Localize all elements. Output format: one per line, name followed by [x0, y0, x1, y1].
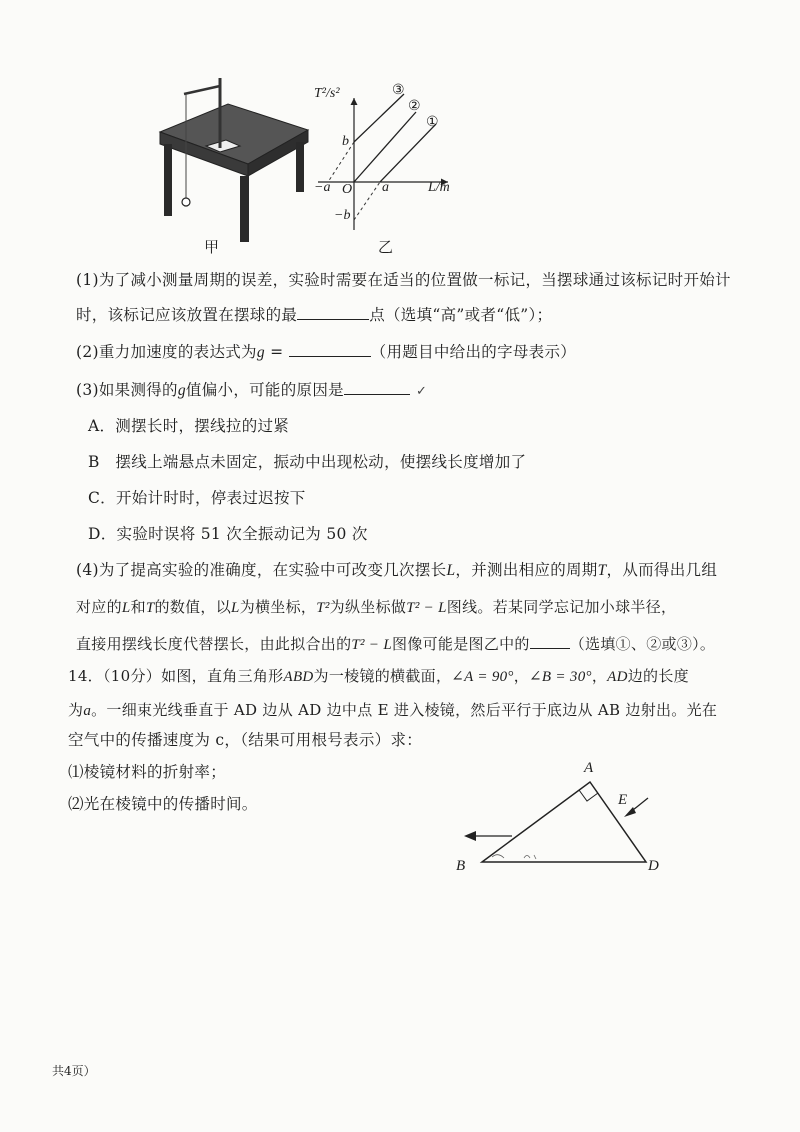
- q14-line2-var-a: a: [83, 703, 92, 719]
- vertex-label-d: D: [648, 858, 659, 874]
- answer-blank-high-low[interactable]: [297, 305, 369, 320]
- q13-part4-line2-var-T2: T²: [316, 600, 330, 616]
- q13-part4-line2: [76, 597, 676, 618]
- q13-part3-var-g: g: [177, 382, 186, 399]
- q13-part4-line1-text-c: ，从而得出几组: [606, 561, 718, 579]
- q14-line3: 空气中的传播速度为 c，（结果可用根号表示）求：: [68, 731, 423, 749]
- q14-line1: [68, 666, 689, 687]
- page-footer: 共4页）: [52, 1064, 96, 1078]
- q14-line1-text-e: 边的长度: [627, 667, 689, 685]
- graph-line-2: [354, 112, 416, 182]
- q13-part4-line2-var-L: L: [121, 600, 131, 616]
- q13-part2-eq: =: [264, 343, 289, 361]
- q13-part4-line1-text-a: (4)为了提高实验的准确度，在实验中可改变几次摆长: [76, 561, 447, 579]
- q14-sub1: ⑴棱镜材料的折射率；: [68, 763, 227, 781]
- handwritten-check-mark: ✓: [415, 384, 428, 399]
- graph-tick-b: b: [342, 134, 349, 149]
- graph-tick-neg-a: −a: [314, 180, 331, 195]
- q13-part2-text-b: （用题目中给出的字母表示）: [370, 343, 577, 361]
- prism-triangle-figure: [450, 760, 670, 880]
- q13-part4-line2-text-d: 为横坐标，: [239, 598, 317, 616]
- q13-part2: [76, 342, 576, 363]
- q13-part1-line2: [76, 305, 552, 325]
- q14-line1-text-b: 为一棱镜的横截面，: [313, 667, 452, 685]
- graph-x-axis-label: L/m: [428, 180, 450, 195]
- q13-part4-line3: [76, 634, 715, 655]
- q13-part4-line2-text-f: 图线。若某同学忘记加小球半径，: [446, 598, 677, 616]
- q13-part4-line2-var-TL: T² − L: [406, 600, 447, 616]
- q13-part1-line2-text-a: 时，该标记应该放置在摆球的最: [76, 306, 298, 324]
- q14-line1-var-ABD: ABD: [283, 669, 314, 685]
- q13-part1-line1: (1)为了减小测量周期的误差，实验时需要在适当的位置做一标记，当摆球通过该标记时开始计: [76, 271, 731, 289]
- figure-jia-pendulum-table: [148, 72, 318, 252]
- q13-part4-line3-text-a: 直接用摆线长度代替摆长，由此拟合出的: [76, 635, 352, 653]
- vertex-label-b: B: [456, 858, 466, 874]
- q13-part4-line1: [76, 560, 717, 581]
- q13-part4-line2-var-T: T: [145, 600, 155, 616]
- graph-tick-a: a: [382, 180, 389, 195]
- q13-part4-line2-text-a: 对应的: [76, 598, 122, 616]
- answer-blank-g-expression[interactable]: [289, 342, 371, 357]
- q13-part1-line2-text-b: 点（选填“高”或者“低”）；: [369, 306, 553, 324]
- q14-line2-text-b: 。一细束光线垂直于 AD 边从 AD 边中点 E 进入棱镜，然后平行于底边从 AB 边射出。光在: [91, 701, 718, 719]
- q13-part4-line2-var-L2: L: [231, 600, 240, 616]
- q13-option-d: D．实验时误将 51 次全振动记为 50 次: [88, 525, 368, 543]
- q13-part3-text-b: 值偏小，可能的原因是: [185, 381, 344, 399]
- q13-part3: [76, 380, 427, 402]
- figure-yi-graph: [300, 80, 470, 240]
- q14-sub2: ⑵光在棱镜中的传播时间。: [68, 795, 258, 813]
- q14-line1-text-a: 14．（10分）如图，直角三角形: [68, 667, 284, 685]
- figure-jia-label: 甲: [204, 238, 220, 256]
- q13-part4-line3-text-b: 图像可能是图乙中的: [392, 635, 530, 653]
- q13-option-c: C．开始计时时，停表过迟按下: [88, 489, 306, 507]
- q13-part4-line1-var-L: L: [446, 562, 456, 579]
- answer-blank-reason[interactable]: [344, 380, 410, 395]
- q14-line2: [68, 700, 717, 721]
- q13-part4-line3-var-TL: T² − L: [351, 637, 393, 653]
- q13-part4-line2-text-c: 的数值，以: [154, 598, 232, 616]
- q14-line1-angle-B: ∠B = 30°: [529, 669, 592, 685]
- q13-option-b: B 摆线上端悬点未固定，振动中出现松动，使摆线长度增加了: [88, 453, 527, 471]
- graph-tick-neg-b: −b: [334, 208, 351, 223]
- q13-option-a: A．测摆长时，摆线拉的过紧: [88, 417, 290, 435]
- figure-yi-label: 乙: [378, 238, 394, 256]
- q14-line1-comma-1: ，: [513, 667, 530, 685]
- graph-origin-label: O: [342, 182, 353, 197]
- q13-part3-text-a: (3)如果测得的: [76, 381, 178, 399]
- q14-line1-angle-A: ∠A = 90°: [451, 669, 514, 685]
- q14-line1-comma-2: ，: [591, 667, 608, 685]
- vertex-label-a: A: [584, 760, 594, 776]
- graph-line-label-3: ③: [392, 82, 405, 98]
- graph-line-1: [380, 124, 436, 182]
- graph-line-label-2: ②: [408, 98, 421, 114]
- q13-part4-line2-text-b: 和: [130, 598, 146, 616]
- q13-part4-line3-text-c: （选填①、②或③）。: [569, 635, 716, 653]
- q14-line2-text-a: 为: [68, 701, 84, 719]
- point-label-e: E: [618, 792, 628, 808]
- answer-blank-graph-choice[interactable]: [530, 634, 570, 649]
- graph-line-label-1: ①: [426, 114, 439, 130]
- q13-part4-line2-text-e: 为纵坐标做: [329, 598, 407, 616]
- q13-part2-text-a: (2)重力加速度的表达式为: [76, 343, 257, 361]
- q14-line1-var-AD: AD: [607, 669, 628, 685]
- q13-part4-line1-var-T: T: [597, 562, 607, 579]
- q13-part4-line1-text-b: ，并测出相应的周期: [455, 561, 598, 579]
- graph-y-axis-label: T²/s²: [314, 86, 340, 101]
- q13-part2-var-g: g: [256, 344, 265, 361]
